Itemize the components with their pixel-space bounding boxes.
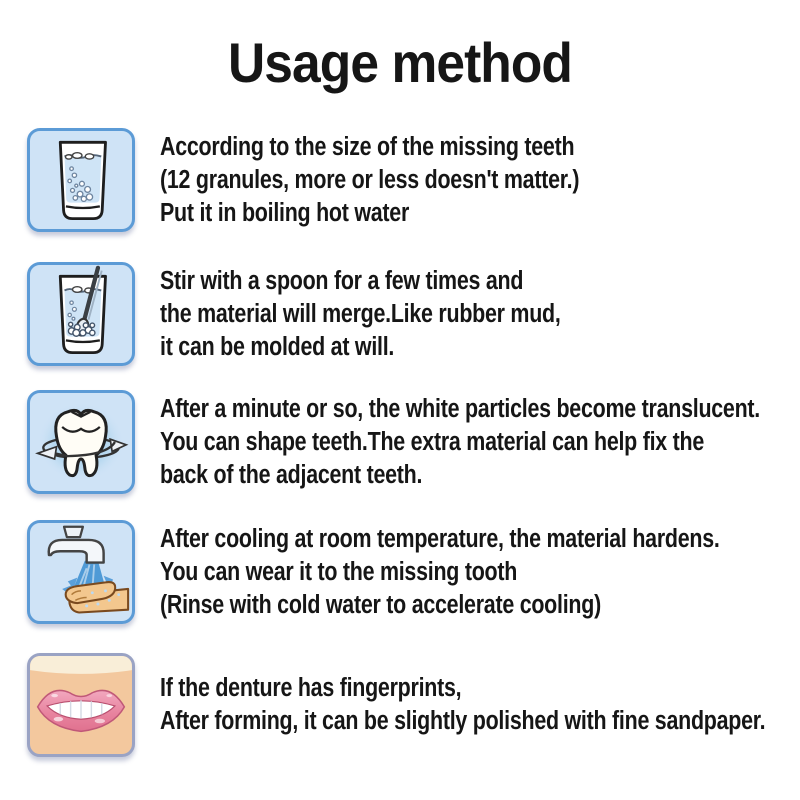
- step-text-line: Stir with a spoon for a few times and: [160, 266, 524, 295]
- glass-with-spoon-stirring-icon: [27, 262, 135, 366]
- step-text-line: You can shape teeth.The extra material can help fix the: [160, 427, 705, 456]
- faucet-rinsing-hands-icon: [27, 520, 135, 624]
- step-2: [27, 262, 637, 366]
- step-text-line: (Rinse with cold water to accelerate cooling): [160, 590, 601, 619]
- step-4-text: [160, 523, 720, 622]
- step-4: [27, 520, 800, 624]
- smiling-lips-with-teeth-icon: [27, 653, 135, 757]
- step-3: [27, 390, 800, 494]
- step-text-line: back of the adjacent teeth.: [160, 460, 423, 489]
- step-text-line: If the denture has fingerprints,: [160, 674, 462, 702]
- step-text-line: According to the size of the missing teeth: [160, 132, 575, 161]
- step-1: [27, 128, 659, 232]
- step-text-line: the material will merge.Like rubber mud,: [160, 299, 561, 328]
- step-text-line: (12 granules, more or less doesn't matter.): [160, 165, 580, 194]
- step-text-line: After cooling at room temperature, the material hardens.: [160, 524, 720, 553]
- step-text-line: You can wear it to the missing tooth: [160, 557, 518, 586]
- step-1-text: [160, 131, 579, 230]
- step-text-line: it can be molded at will.: [160, 332, 395, 361]
- tooth-rotation-arrows-icon: [27, 390, 135, 494]
- step-5: [27, 653, 800, 757]
- step-text-line: After forming, it can be slightly polished with fine sandpaper.: [160, 707, 766, 735]
- glass-of-water-with-granules-icon: [27, 128, 135, 232]
- step-3-text: [160, 393, 760, 492]
- step-5-text: [160, 672, 765, 738]
- step-2-text: [160, 265, 561, 364]
- step-text-line: After a minute or so, the white particles become translucent.: [160, 394, 761, 423]
- step-text-line: Put it in boiling hot water: [160, 198, 410, 227]
- page-title: Usage method: [228, 31, 572, 94]
